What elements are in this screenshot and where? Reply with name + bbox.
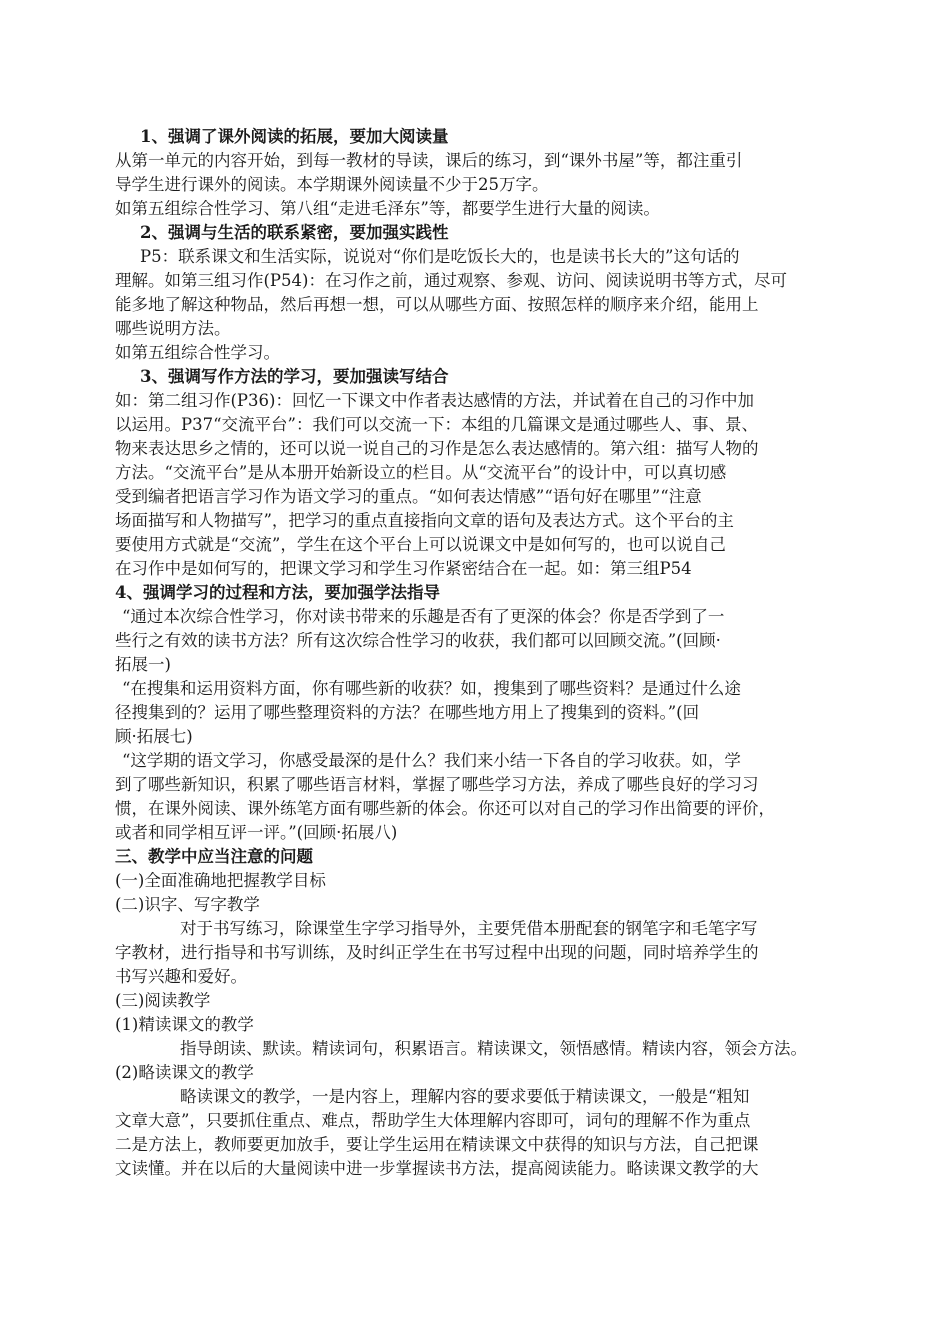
paragraph-line: 书写兴趣和爱好。 [115, 967, 247, 986]
paragraph-line: 如：第二组习作(P36)：回忆一下课文中作者表达感情的方法，并试着在自己的习作中加 [115, 391, 754, 410]
paragraph-line: 文章大意”，只要抓住重点、难点，帮助学生大体理解内容即可，词句的理解不作为重点 [115, 1111, 751, 1130]
paragraph-line: 到了哪些新知识，积累了哪些语言材料，掌握了哪些学习方法，养成了哪些良好的学习习 [115, 775, 759, 794]
paragraph-line: 以运用。P37“交流平台”：我们可以交流一下：本组的几篇课文是通过哪些人、事、景、 [115, 415, 758, 434]
paragraph-line: 物来表达思乡之情的，还可以说一说自己的习作是怎么表达感情的。第六组：描写人物的 [115, 439, 759, 458]
paragraph-line: 场面描写和人物描写”，把学习的重点直接指向文章的语句及表达方式。这个平台的主 [115, 511, 734, 530]
paragraph-line: 文读懂。并在以后的大量阅读中进一步掌握读书方法，提高阅读能力。略读课文教学的大 [115, 1159, 759, 1178]
paragraph-line: 理解。如第三组习作(P54)：在习作之前，通过观察、参观、访问、阅读说明书等方式，尽可 [115, 271, 787, 290]
paragraph-line: 在习作中是如何写的，把课文学习和学生习作紧密结合在一起。如：第三组P54 [115, 559, 692, 578]
section-heading: 3、强调写作方法的学习，要加强读写结合 [140, 367, 449, 386]
paragraph-line: 径搜集到的？运用了哪些整理资料的方法？在哪些地方用上了搜集到的资料。”(回 [115, 703, 700, 722]
section-heading: 2、强调与生活的联系紧密，要加强实践性 [140, 223, 449, 242]
paragraph-line: (三)阅读教学 [115, 991, 211, 1010]
paragraph-line: “在搜集和运用资料方面，你有哪些新的收获？如，搜集到了哪些资料？是通过什么途 [122, 679, 741, 698]
paragraph-line: 从第一单元的内容开始，到每一教材的导读，课后的练习，到“课外书屋”等，都注重引 [115, 151, 743, 170]
section-heading: 1、强调了课外阅读的拓展，要加大阅读量 [140, 127, 449, 146]
paragraph-line: 如第五组综合性学习。 [115, 343, 280, 362]
paragraph-line: 方法。“交流平台”是从本册开始新设立的栏目。从“交流平台”的设计中，可以真切感 [115, 463, 727, 482]
paragraph-line: 哪些说明方法。 [115, 319, 231, 338]
paragraph-line: 或者和同学相互评一评。”(回顾·拓展八) [115, 823, 398, 842]
paragraph-line: P5：联系课文和生活实际，说说对“你们是吃饭长大的，也是读书长大的”这句话的 [140, 247, 740, 266]
paragraph-line: 导学生进行课外的阅读。本学期课外阅读量不少于25万字。 [115, 175, 549, 194]
paragraph-line: (1)精读课文的教学 [115, 1015, 254, 1034]
paragraph-line: 能多地了解这种物品，然后再想一想，可以从哪些方面、按照怎样的顺序来介绍，能用上 [115, 295, 759, 314]
paragraph-line: 如第五组综合性学习、第八组“走进毛泽东”等，都要学生进行大量的阅读。 [115, 199, 660, 218]
section-heading: 4、强调学习的过程和方法，要加强学法指导 [115, 583, 440, 602]
paragraph-line: 指导朗读、默读。精读词句，积累语言。精读课文，领悟感情。精读内容，领会方法。 [180, 1039, 807, 1058]
paragraph-line: (二)识字、写字教学 [115, 895, 260, 914]
paragraph-line: (一)全面准确地把握教学目标 [115, 871, 326, 890]
paragraph-line: 拓展一) [115, 655, 171, 674]
section-heading: 三、教学中应当注意的问题 [115, 847, 313, 866]
paragraph-line: (2)略读课文的教学 [115, 1063, 254, 1082]
paragraph-line: 二是方法上，教师要更加放手，要让学生运用在精读课文中获得的知识与方法，自己把课 [115, 1135, 759, 1154]
paragraph-line: 顾·拓展七) [115, 727, 193, 746]
paragraph-line: 惯，在课外阅读、课外练笔方面有哪些新的体会。你还可以对自己的学习作出简要的评价， [115, 799, 775, 818]
paragraph-line: 字教材，进行指导和书写训练，及时纠正学生在书写过程中出现的问题，同时培养学生的 [115, 943, 759, 962]
paragraph-line: “这学期的语文学习，你感受最深的是什么？我们来小结一下各自的学习收获。如，学 [122, 751, 741, 770]
paragraph-line: 受到编者把语言学习作为语文学习的重点。“如何表达情感”“语句好在哪里”“注意 [115, 487, 702, 506]
paragraph-line: 些行之有效的读书方法？所有这次综合性学习的收获，我们都可以回顾交流。”(回顾· [115, 631, 721, 650]
paragraph-line: “通过本次综合性学习，你对读书带来的乐趣是否有了更深的体会？你是否学到了一 [122, 607, 725, 626]
paragraph-line: 要使用方式就是“交流”，学生在这个平台上可以说课文中是如何写的，也可以说自己 [115, 535, 726, 554]
paragraph-line: 对于书写练习，除课堂生字学习指导外，主要凭借本册配套的钢笔字和毛笔字写 [180, 919, 758, 938]
paragraph-line: 略读课文的教学，一是内容上，理解内容的要求要低于精读课文，一般是“粗知 [180, 1087, 750, 1106]
